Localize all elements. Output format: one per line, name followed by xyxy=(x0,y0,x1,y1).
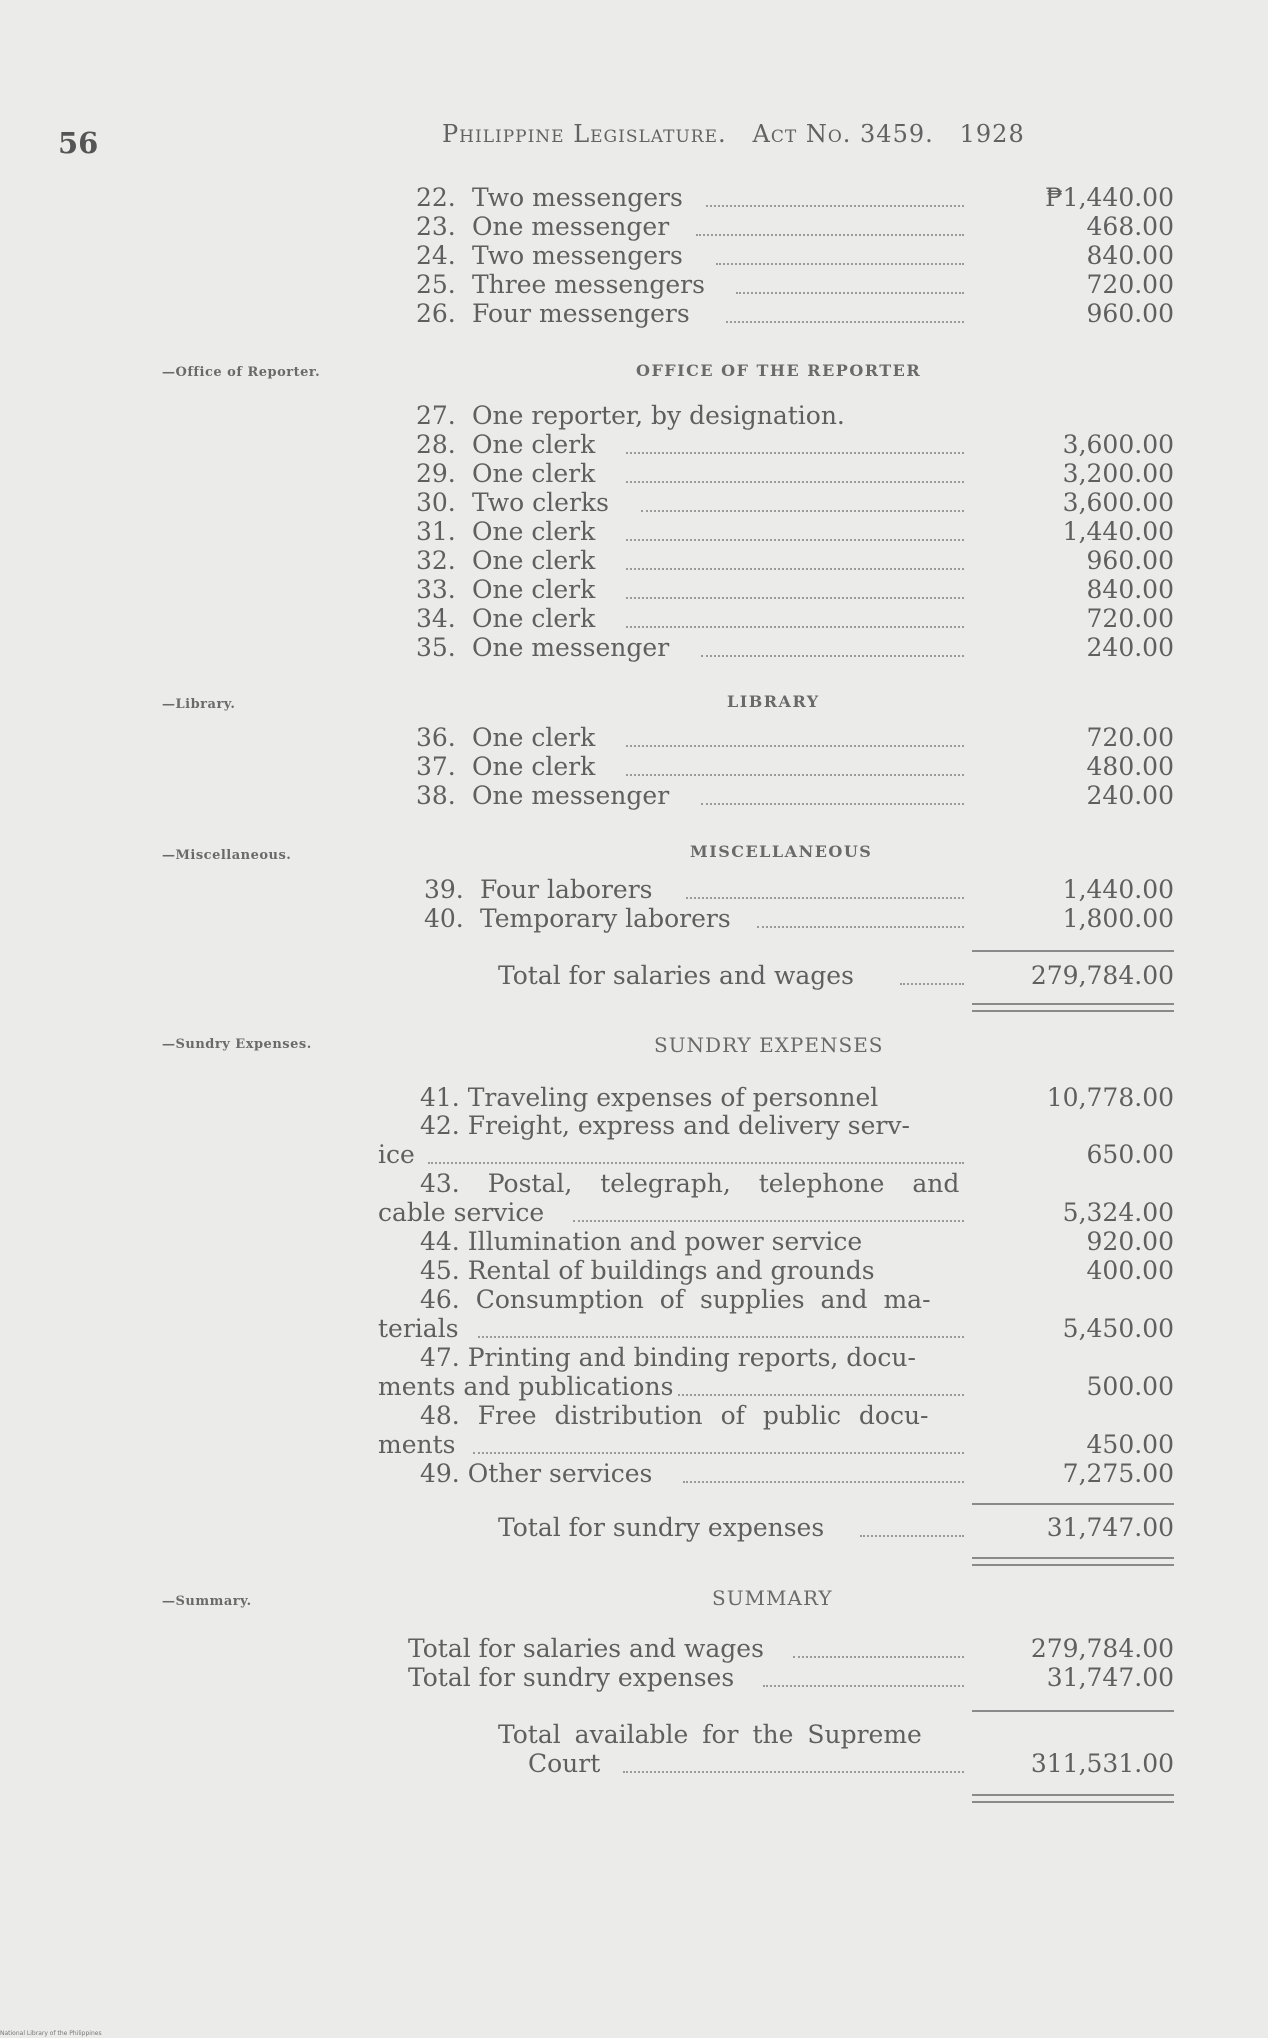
running-header xyxy=(442,120,1025,148)
dot-leader xyxy=(623,1771,964,1773)
item-number: 32. xyxy=(416,546,456,575)
section-heading: MISCELLANEOUS xyxy=(690,842,873,861)
list-item-line xyxy=(378,1401,1174,1431)
item-text: Two clerks xyxy=(472,488,609,517)
dot-leader xyxy=(626,568,964,570)
item-amount: 400.00 xyxy=(1086,1256,1174,1285)
total-double-rule xyxy=(972,1003,1174,1012)
item-number: 36. xyxy=(416,723,456,752)
dot-leader xyxy=(626,774,964,776)
dot-leader xyxy=(900,983,964,985)
item-number: 30. xyxy=(416,488,456,517)
list-item xyxy=(416,546,1174,576)
page-number: 56 xyxy=(58,126,99,160)
item-amount: 3,200.00 xyxy=(1062,459,1174,488)
item-number: 39. xyxy=(424,875,464,904)
item-amount: 240.00 xyxy=(1086,781,1174,810)
item-number: 31. xyxy=(416,517,456,546)
dot-leader xyxy=(678,1394,964,1396)
item-amount: 720.00 xyxy=(1086,270,1174,299)
dot-leader xyxy=(686,897,964,899)
dot-leader xyxy=(696,234,964,236)
item-text: ice xyxy=(378,1140,415,1169)
total-double-rule xyxy=(972,1794,1174,1803)
list-item xyxy=(378,1314,1174,1344)
item-amount: 920.00 xyxy=(1086,1227,1174,1256)
list-item xyxy=(416,401,1174,431)
item-text: terials xyxy=(378,1314,459,1343)
summary-sundry-row xyxy=(408,1663,1174,1693)
list-item xyxy=(416,299,1174,329)
margin-note: —Office of Reporter. xyxy=(162,365,321,380)
item-amount: ₱1,440.00 xyxy=(1045,183,1174,212)
dot-leader xyxy=(726,321,964,323)
item-amount: 3,600.00 xyxy=(1062,488,1174,517)
item-text: One clerk xyxy=(472,517,596,546)
item-number: 26. xyxy=(416,299,456,328)
grand-total-label: Court xyxy=(528,1749,601,1778)
item-text: 48. Free distribution of public docu- xyxy=(420,1401,929,1430)
section-heading: LIBRARY xyxy=(727,692,820,711)
item-text: Three messengers xyxy=(472,270,705,299)
item-text: One clerk xyxy=(472,575,596,604)
list-item xyxy=(378,1227,1174,1257)
list-item-line xyxy=(378,1343,1174,1373)
list-item-line xyxy=(378,1169,1174,1199)
dot-leader xyxy=(683,1481,964,1483)
subtotal-rule xyxy=(972,1710,1174,1712)
list-item xyxy=(416,459,1174,489)
margin-note: —Miscellaneous. xyxy=(162,848,292,863)
item-text: One clerk xyxy=(472,604,596,633)
item-text: One messenger xyxy=(472,633,670,662)
list-item xyxy=(416,633,1174,663)
header-legislature: Philippine Legislature. xyxy=(442,120,727,148)
list-item xyxy=(416,270,1174,300)
item-number: 29. xyxy=(416,459,456,488)
item-text: ments xyxy=(378,1430,456,1459)
total-double-rule xyxy=(972,1557,1174,1566)
total-amount: 279,784.00 xyxy=(1030,961,1174,990)
margin-note: —Sundry Expenses. xyxy=(162,1037,312,1052)
item-text: Four messengers xyxy=(472,299,690,328)
list-item xyxy=(416,752,1174,782)
item-amount: 31,747.00 xyxy=(1046,1663,1174,1692)
item-text: 42. Freight, express and delivery serv- xyxy=(420,1111,910,1140)
list-item xyxy=(416,604,1174,634)
item-text: 43. Postal, telegraph, telephone and xyxy=(420,1169,960,1198)
item-number: 23. xyxy=(416,212,456,241)
item-amount: 960.00 xyxy=(1086,546,1174,575)
dot-leader xyxy=(793,1656,964,1658)
item-amount: 500.00 xyxy=(1086,1372,1174,1401)
grand-total-label: Total available for the Supreme xyxy=(498,1720,922,1749)
dot-leader xyxy=(473,1452,964,1454)
dot-leader xyxy=(716,263,964,265)
list-item-line xyxy=(378,1111,1174,1141)
dot-leader xyxy=(573,1220,964,1222)
section-heading: OFFICE OF THE REPORTER xyxy=(636,361,922,380)
item-number: 33. xyxy=(416,575,456,604)
list-item xyxy=(416,212,1174,242)
dot-leader xyxy=(626,452,964,454)
grand-total-amount: 311,531.00 xyxy=(1030,1749,1174,1778)
subtotal-rule xyxy=(972,1503,1174,1505)
item-number: 28. xyxy=(416,430,456,459)
margin-note: —Summary. xyxy=(162,1594,252,1609)
dot-leader xyxy=(706,205,964,207)
item-text: 49. Other services xyxy=(420,1459,653,1488)
dot-leader xyxy=(757,926,964,928)
total-label: Total for salaries and wages xyxy=(498,961,854,990)
item-text: One messenger xyxy=(472,212,670,241)
list-item xyxy=(416,517,1174,547)
item-text: One clerk xyxy=(472,459,596,488)
item-text: 46. Consumption of supplies and ma- xyxy=(420,1285,931,1314)
dot-leader xyxy=(860,1535,964,1537)
item-amount: 468.00 xyxy=(1086,212,1174,241)
item-amount: 7,275.00 xyxy=(1062,1459,1174,1488)
grand-total-line xyxy=(498,1720,1174,1750)
item-text: 44. Illumination and power service xyxy=(420,1227,863,1256)
item-text: Four laborers xyxy=(480,875,653,904)
item-text: Two messengers xyxy=(472,183,683,212)
list-item xyxy=(416,575,1174,605)
item-text: One clerk xyxy=(472,430,596,459)
item-amount: 840.00 xyxy=(1086,241,1174,270)
list-item xyxy=(378,1083,1174,1113)
dot-leader xyxy=(626,597,964,599)
item-text: One messenger xyxy=(472,781,670,810)
dot-leader xyxy=(641,510,964,512)
dot-leader xyxy=(626,481,964,483)
list-item xyxy=(416,183,1174,213)
item-text: 45. Rental of buildings and grounds xyxy=(420,1256,875,1285)
dot-leader xyxy=(626,745,964,747)
subtotal-rule xyxy=(972,950,1174,952)
item-amount: 480.00 xyxy=(1086,752,1174,781)
item-amount: 960.00 xyxy=(1086,299,1174,328)
list-item xyxy=(378,1256,1174,1286)
item-text: One clerk xyxy=(472,723,596,752)
list-item xyxy=(424,904,1174,934)
item-amount: 5,450.00 xyxy=(1062,1314,1174,1343)
grand-total-row xyxy=(498,1749,1174,1779)
total-amount: 31,747.00 xyxy=(1046,1513,1174,1542)
list-item xyxy=(416,723,1174,753)
item-amount: 1,800.00 xyxy=(1062,904,1174,933)
dot-leader xyxy=(428,1162,964,1164)
dot-leader xyxy=(478,1336,964,1338)
dot-leader xyxy=(626,626,964,628)
item-text: Total for salaries and wages xyxy=(408,1634,764,1663)
dot-leader xyxy=(626,539,964,541)
dot-leader xyxy=(736,292,964,294)
header-act: Act No. 3459. xyxy=(752,120,934,148)
section-heading: SUMMARY xyxy=(712,1586,833,1610)
item-amount: 720.00 xyxy=(1086,723,1174,752)
item-amount: 240.00 xyxy=(1086,633,1174,662)
list-item xyxy=(416,781,1174,811)
header-year: 1928 xyxy=(959,120,1025,148)
dot-leader xyxy=(701,803,964,805)
item-amount: 840.00 xyxy=(1086,575,1174,604)
list-item xyxy=(416,488,1174,518)
item-number: 22. xyxy=(416,183,456,212)
item-number: 40. xyxy=(424,904,464,933)
dot-leader xyxy=(763,1685,964,1687)
item-number: 25. xyxy=(416,270,456,299)
list-item xyxy=(378,1459,1174,1489)
list-item-line xyxy=(378,1285,1174,1315)
item-number: 37. xyxy=(416,752,456,781)
item-amount: 5,324.00 xyxy=(1062,1198,1174,1227)
item-number: 35. xyxy=(416,633,456,662)
item-amount: 650.00 xyxy=(1086,1140,1174,1169)
item-text: 41. Traveling expenses of personnel xyxy=(420,1083,879,1112)
item-text: One reporter, by designation. xyxy=(472,401,845,430)
item-text: Two messengers xyxy=(472,241,683,270)
item-amount: 1,440.00 xyxy=(1062,875,1174,904)
item-number: 24. xyxy=(416,241,456,270)
dot-leader xyxy=(701,655,964,657)
summary-salaries-row xyxy=(408,1634,1174,1664)
item-amount: 720.00 xyxy=(1086,604,1174,633)
item-amount: 450.00 xyxy=(1086,1430,1174,1459)
list-item xyxy=(378,1198,1174,1228)
item-text: Temporary laborers xyxy=(480,904,731,933)
item-amount: 1,440.00 xyxy=(1062,517,1174,546)
list-item xyxy=(378,1372,1174,1402)
item-text: ments and publications xyxy=(378,1372,674,1401)
item-number: 38. xyxy=(416,781,456,810)
item-amount: 10,778.00 xyxy=(1046,1083,1174,1112)
item-amount: 3,600.00 xyxy=(1062,430,1174,459)
item-number: 34. xyxy=(416,604,456,633)
item-text: cable service xyxy=(378,1198,545,1227)
list-item xyxy=(416,241,1174,271)
item-amount: 279,784.00 xyxy=(1030,1634,1174,1663)
item-text: Total for sundry expenses xyxy=(408,1663,735,1692)
list-item xyxy=(378,1430,1174,1460)
item-text: 47. Printing and binding reports, docu- xyxy=(420,1343,916,1372)
list-item xyxy=(424,875,1174,905)
item-text: One clerk xyxy=(472,546,596,575)
margin-note: —Library. xyxy=(162,697,236,712)
section-heading: SUNDRY EXPENSES xyxy=(654,1033,884,1057)
list-item xyxy=(416,430,1174,460)
item-text: One clerk xyxy=(472,752,596,781)
total-salaries-row xyxy=(498,961,1174,991)
item-number: 27. xyxy=(416,401,456,430)
total-label: Total for sundry expenses xyxy=(498,1513,825,1542)
list-item xyxy=(378,1140,1174,1170)
footer-note: National Library of the Philippines xyxy=(0,2030,102,2037)
total-sundry-row xyxy=(498,1513,1174,1543)
